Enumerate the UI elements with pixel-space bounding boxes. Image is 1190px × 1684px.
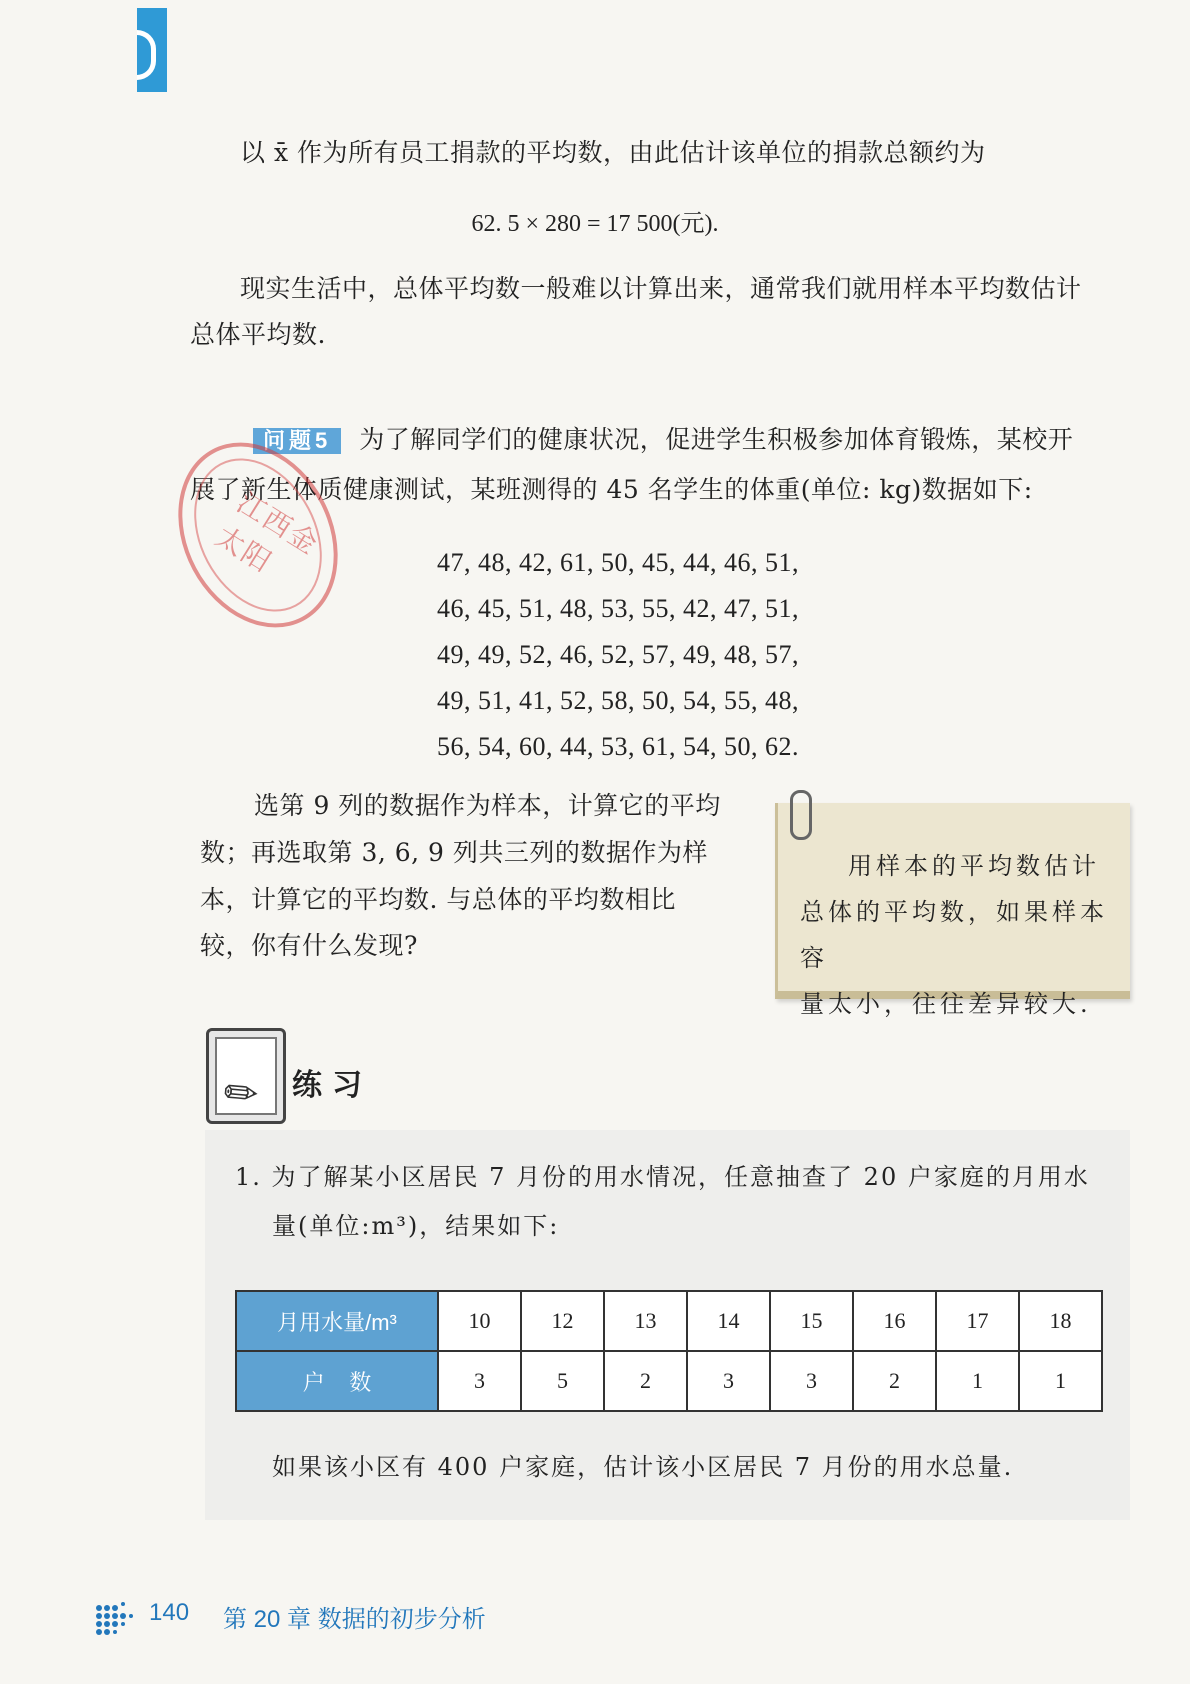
data-row: 49, 49, 52, 46, 52, 57, 49, 48, 57, [437,640,799,669]
q1-line1: 1. 为了解某小区居民 7 月份的用水情况，任意抽查了 20 户家庭的月用水 [235,1163,1090,1191]
table-cell: 2 [604,1351,687,1411]
dots-ornament-icon [95,1600,141,1640]
problem5-line2: 展了新生体质健康测试，某班测得的 45 名学生的体重(单位: kg)数据如下: [190,475,1033,504]
q1-line3: 如果该小区有 400 户家庭，估计该小区居民 7 月份的用水总量. [272,1453,1014,1481]
task-line4: 较，你有什么发现? [200,931,418,960]
task-line3: 本，计算它的平均数. 与总体的平均数相比 [200,885,676,914]
weight-data [437,540,799,770]
exercise-title: 练习 [292,1068,372,1103]
table-cell: 17 [936,1291,1019,1351]
table-cell: 5 [521,1351,604,1411]
table-cell: 3 [770,1351,853,1411]
note-line1: 用样本的平均数估计 [848,852,1100,880]
table-cell: 16 [853,1291,936,1351]
table-cell: 3 [438,1351,521,1411]
note-line2: 总体的平均数，如果样本容 [800,898,1108,972]
note-line3: 量太小，往往差异较大. [800,990,1092,1018]
water-usage-table [235,1290,1103,1412]
q1-line2: 量(单位:m³)，结果如下: [272,1212,560,1240]
table-row [236,1351,1102,1411]
table-cell: 10 [438,1291,521,1351]
problem5-line1 [253,427,1073,454]
paperclip-icon [790,790,812,840]
formula: 62. 5 × 280 = 17 500(元). [471,211,719,237]
pencil-notebook-icon: ✎ [206,1028,286,1124]
table-cell: 1 [936,1351,1019,1411]
data-row: 46, 45, 51, 48, 53, 55, 42, 47, 51, [437,594,799,623]
side-note [775,803,1130,1018]
para1-line1: 以 x̄ 作为所有员工捐款的平均数，由此估计该单位的捐款总额约为 [240,138,986,167]
task-line1: 选第 9 列的数据作为样本，计算它的平均 [254,791,721,820]
problem-tag: 问题5 [253,428,341,454]
table-cell: 15 [770,1291,853,1351]
data-row: 47, 48, 42, 61, 50, 45, 44, 46, 51, [437,548,799,577]
table-header-volume: 月用水量/m³ [236,1291,438,1351]
chapter-title: 第 20 章 数据的初步分析 [223,1606,486,1633]
table-row [236,1291,1102,1351]
table-header-households: 户 数 [236,1351,438,1411]
table-cell: 2 [853,1351,936,1411]
stamp-text: 江西金太阳 [209,485,325,580]
page-number: 140 [149,1599,190,1626]
data-row: 49, 51, 41, 52, 58, 50, 54, 55, 48, [437,686,799,715]
table-cell: 1 [1019,1351,1102,1411]
problem5-text: 为了解同学们的健康状况，促进学生积极参加体育锻炼，某校开 [359,425,1074,454]
chapter-edge-tab [137,8,167,92]
para2-line2: 总体平均数. [190,320,326,349]
table-cell: 3 [687,1351,770,1411]
data-row: 56, 54, 60, 44, 53, 61, 54, 50, 62. [437,732,799,761]
task-line2: 数；再选取第 3, 6, 9 列共三列的数据作为样 [200,838,708,867]
para2-line1: 现实生活中，总体平均数一般难以计算出来，通常我们就用样本平均数估计 [240,274,1082,303]
table-cell: 12 [521,1291,604,1351]
table-cell: 18 [1019,1291,1102,1351]
table-cell: 14 [687,1291,770,1351]
table-cell: 13 [604,1291,687,1351]
